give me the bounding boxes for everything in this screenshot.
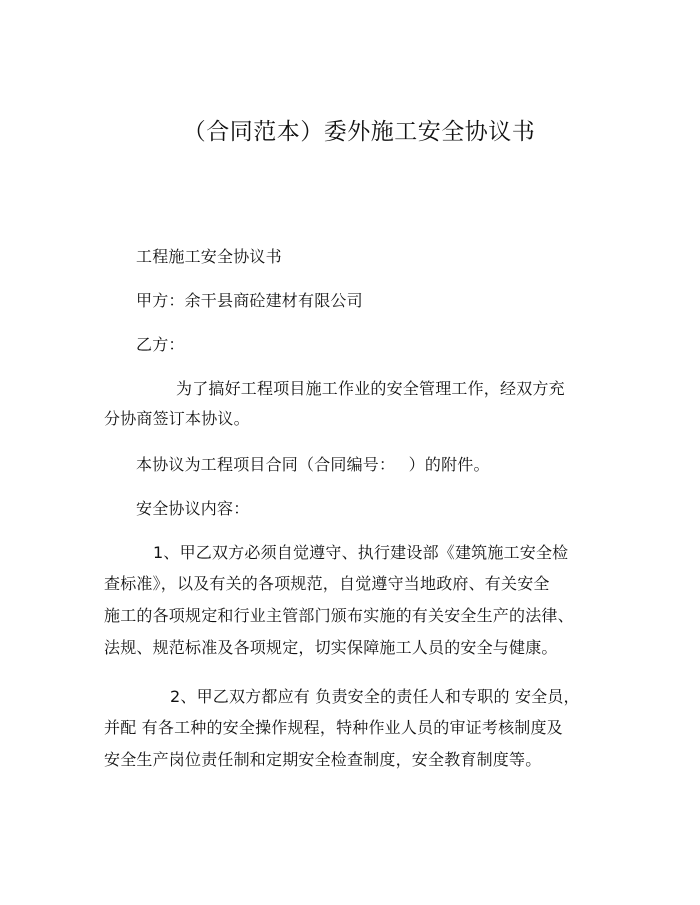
- party-b-line: 乙方：: [136, 335, 185, 354]
- intro-paragraph-line-1: 为了搞好工程项目施工作业的安全管理工作，经双方充: [176, 379, 565, 398]
- clause-1-line-2: 查标准》，以及有关的各项规范，自觉遵守当地政府、有关安全: [104, 574, 550, 593]
- clause-1-line-3: 施工的各项规定和行业主管部门颁布实施的有关安全生产的法律、: [104, 606, 574, 625]
- clause-1-line-4: 法规、规范标准及各项规定，切实保障施工人员的安全与健康。: [104, 638, 558, 657]
- document-title: （合同范本）委外施工安全协议书: [182, 119, 536, 145]
- party-a-line: 甲方：余干县商砼建材有限公司: [136, 291, 363, 310]
- clause-2-line-3: 安全生产岗位责任制和定期安全检查制度，安全教育制度等。: [104, 750, 542, 769]
- clause-2-line-1: 2、甲乙双方都应有 负责安全的责任人和专职的 安全员，: [170, 687, 580, 706]
- content-heading: 安全协议内容：: [136, 499, 250, 518]
- attachment-line: 本协议为工程项目合同（合同编号： ）的附件。: [136, 455, 490, 474]
- doc-heading-line: 工程施工安全协议书: [136, 247, 282, 266]
- clause-2-line-2: 并配 有各工种的安全操作规程，特种作业人员的审证考核制度及: [104, 718, 563, 737]
- intro-paragraph-line-2: 分协商签订本协议。: [104, 409, 250, 428]
- clause-1-line-1: 1、甲乙双方必须自觉遵守、执行建设部《建筑施工安全检: [153, 543, 569, 562]
